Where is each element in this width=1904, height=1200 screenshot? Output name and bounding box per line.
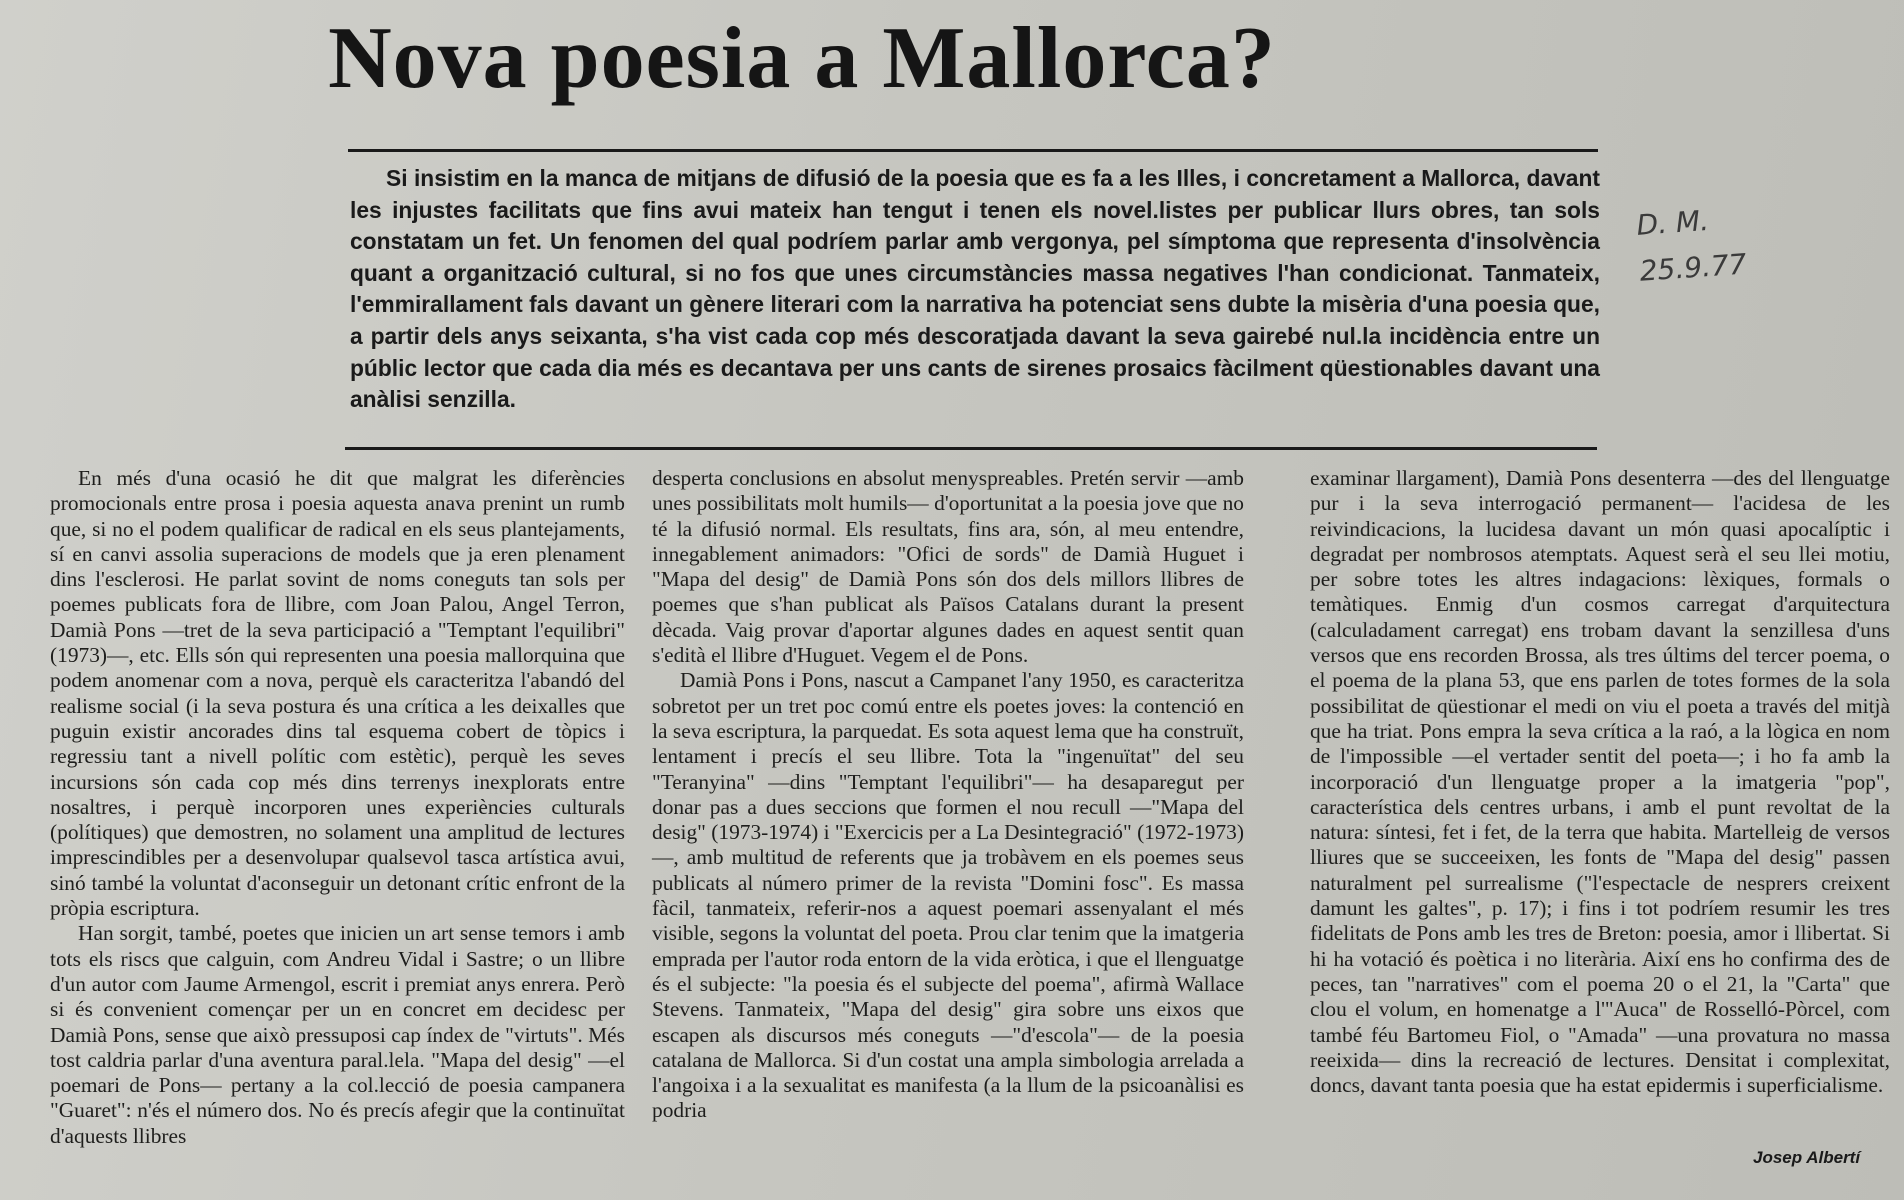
handwritten-date-note: D. M. 25.9.77: [1635, 203, 1748, 288]
article-column-2: [652, 466, 1244, 1124]
lead-divider: [345, 447, 1597, 450]
author-signature: Josep Albertí: [1753, 1148, 1861, 1167]
paragraph: En més d'una ocasió he dit que malgrat les diferències promocionals entre prosa i poesia aquesta anava prenint un rumb que, si no el podem qualificar de radical en els seus plantejaments, sí en canvi assolia superacions de models que ja eren plenament dins l'esclerosi. He parlat sovint de noms coneguts tan sols per poemes publicats fora de llibre, com Joan Palou, Angel Terron, Damià Pons —tret de la seva participació a "Temptant l'equilibri" (1973)—, etc. Ells són qui representen una poesia mallorquina que podem anomenar com a nova, perquè els caracteritza l'abandó del realisme social (i la seva postura és una crítica a les deixalles que puguin existir ancorades dins tal esquema cobert de tòpics i regressiu tant a nivell polític com estètic), perquè les seves incursions són cada cop més dins terrenys inexplorats entre nosaltres, i perquè incorporen unes experiències culturals (polítiques) que demostren, no solament una amplitud de lectures imprescindibles per a desenvolupar qualsevol tasca artística avui, sinó també la voluntat d'aconseguir un detonant crític enfront de la pròpia escriptura.: [50, 466, 625, 921]
article-column-1: [50, 466, 625, 1149]
article-title: Nova poesia a Mallorca?: [328, 10, 1276, 107]
title-divider: [348, 149, 1598, 152]
article-lead: Si insistim en la manca de mitjans de difusió de la poesia que es fa a les Illes, i concretament a Mallorca, davant les injustes facilitats que fins avui mateix han tengut i tenen els novel.listes per publicar llurs obres, tan sols constatam un fet. Un fenomen del qual podríem parlar amb vergonya, pel símptoma que representa d'insolvència quant a organització cultural, si no fos que unes circumstàncies massa negatives l'han condicionat. Tanmateix, l'emmirallament fals davant un gènere literari com la narrativa ha potenciat sens dubte la misèria d'una poesia que, a partir dels anys seixanta, s'ha vist cada cop més descoratjada davant la seva gairebé nul.la incidència entre un públic lector que cada dia més es decantava per uns cants de sirenes prosaics fàcilment qüestionables davant una anàlisi senzilla.: [350, 165, 1600, 413]
paragraph: examinar llargament), Damià Pons desenterra —des del llenguatge pur i la seva interrogació permanent— l'acidesa de les reivindicacions, la lucidesa davant un món quasi apocalíptic i degradat per nombrosos atemptats. Aquest serà el seu llei motiu, per sobre totes les altres indagacions: lèxiques, formals o temàtiques. Enmig d'un cosmos carregat d'arquitectura (calculadament carregat) ens trobam davant la senzillesa d'uns versos que ens recorden Brossa, als tres últims del tercer poema, o el poema de la plana 53, que ens parlen de totes formes de la sola possibilitat de qüestionar el medi on viu el poeta a través del mitjà que ha triat. Pons empra la seva crítica a la raó, a la lògica en nom de l'impossible —el vertader sentit del poeta—; i ho fa amb la incorporació d'un llenguatge proper a la imatgeria "pop", característica dels centres urbans, i amb el punt revoltat de la natura: síntesi, fet i fet, de la terra que habita. Martelleig de versos lliures que se succeeixen, les fonts de "Mapa del desig" passen naturalment pel surrealisme ("l'espectacle de nesprers creixent damunt les galtes", p. 17); i fins i tot podríem resumir les tres fidelitats de Pons amb les tres de Breton: poesia, amor i llibertat. Si hi ha votació és poètica i no literària. Així ens ho confirma des de peces, tan "narratives" com el poema 20 o el 21, la "Carta" que clou el volum, en homenatge a l'"Auca" de Rosselló-Pòrcel, com també féu Bartomeu Fiol, o "Amada" —una provatura no massa reeixida— dins la recreació de lectures. Densitat i complexitat, doncs, davant tanta poesia que ha estat epidermis i superficialisme.: [1310, 466, 1890, 1098]
article-column-3: [1310, 466, 1890, 1098]
paragraph: Han sorgit, també, poetes que inicien un art sense temors i amb tots els riscs que calguin, com Andreu Vidal i Sastre; o un llibre d'un autor com Jaume Armengol, escrit i premiat anys enrera. Però si és convenient començar per un en concret em decidesc per Damià Pons, sense que això pressuposi cap índex de "virtuts". Més tost caldria parlar d'una aventura paral.lela. "Mapa del desig" —el poemari de Pons— pertany a la col.lecció de poesia campanera "Guaret": n'és el número dos. No és precís afegir que la continuïtat d'aquests llibres: [50, 921, 625, 1148]
paragraph: desperta conclusions en absolut menyspreables. Pretén servir —amb unes possibilitats molt humils— d'oportunitat a la poesia jove que no té la difusió normal. Els resultats, fins ara, són, al meu entendre, innegablement animadors: "Ofici de sords" de Damià Huguet i "Mapa del desig" de Damià Pons són dos dels millors llibres de poemes que s'han publicat als Països Catalans durant la present dècada. Vaig provar d'aportar algunes dades en aquest sentit quan s'edità el llibre d'Huguet. Vegem el de Pons.: [652, 466, 1244, 668]
paragraph: Damià Pons i Pons, nascut a Campanet l'any 1950, es caracteritza sobretot per un tret poc comú entre els poetes joves: la contenció en la seva escriptura, la parquedat. Es sota aquest lema que ha construït, lentament i precís el seu llibre. Tota la "ingenuïtat" del seu "Teranyina" —dins "Temptant l'equilibri"— ha desaparegut per donar pas a dues seccions que formen el nou recull —"Mapa del desig" (1973-1974) i "Exercicis per a La Desintegració" (1972-1973)—, amb multitud de referents que ja trobàvem en els poemes seus publicats al número primer de la revista "Domini fosc". Es massa fàcil, tanmateix, referir-nos a aquest poemari assenyalant el més visible, segons la voluntat del poeta. Prou clar tenim que la imatgeria emprada per l'autor roda entorn de la vida eròtica, i que el llenguatge és el subjecte: "la poesia és el subjecte del poema", afirmà Wallace Stevens. Tanmateix, "Mapa del desig" gira sobre uns eixos que escapen als discursos més coneguts —"d'escola"— de la poesia catalana de Mallorca. Si d'un costat una ampla simbologia arrelada a l'angoixa i a la sexualitat es manifesta (a la llum de la psicoanàlisi es podria: [652, 668, 1244, 1123]
